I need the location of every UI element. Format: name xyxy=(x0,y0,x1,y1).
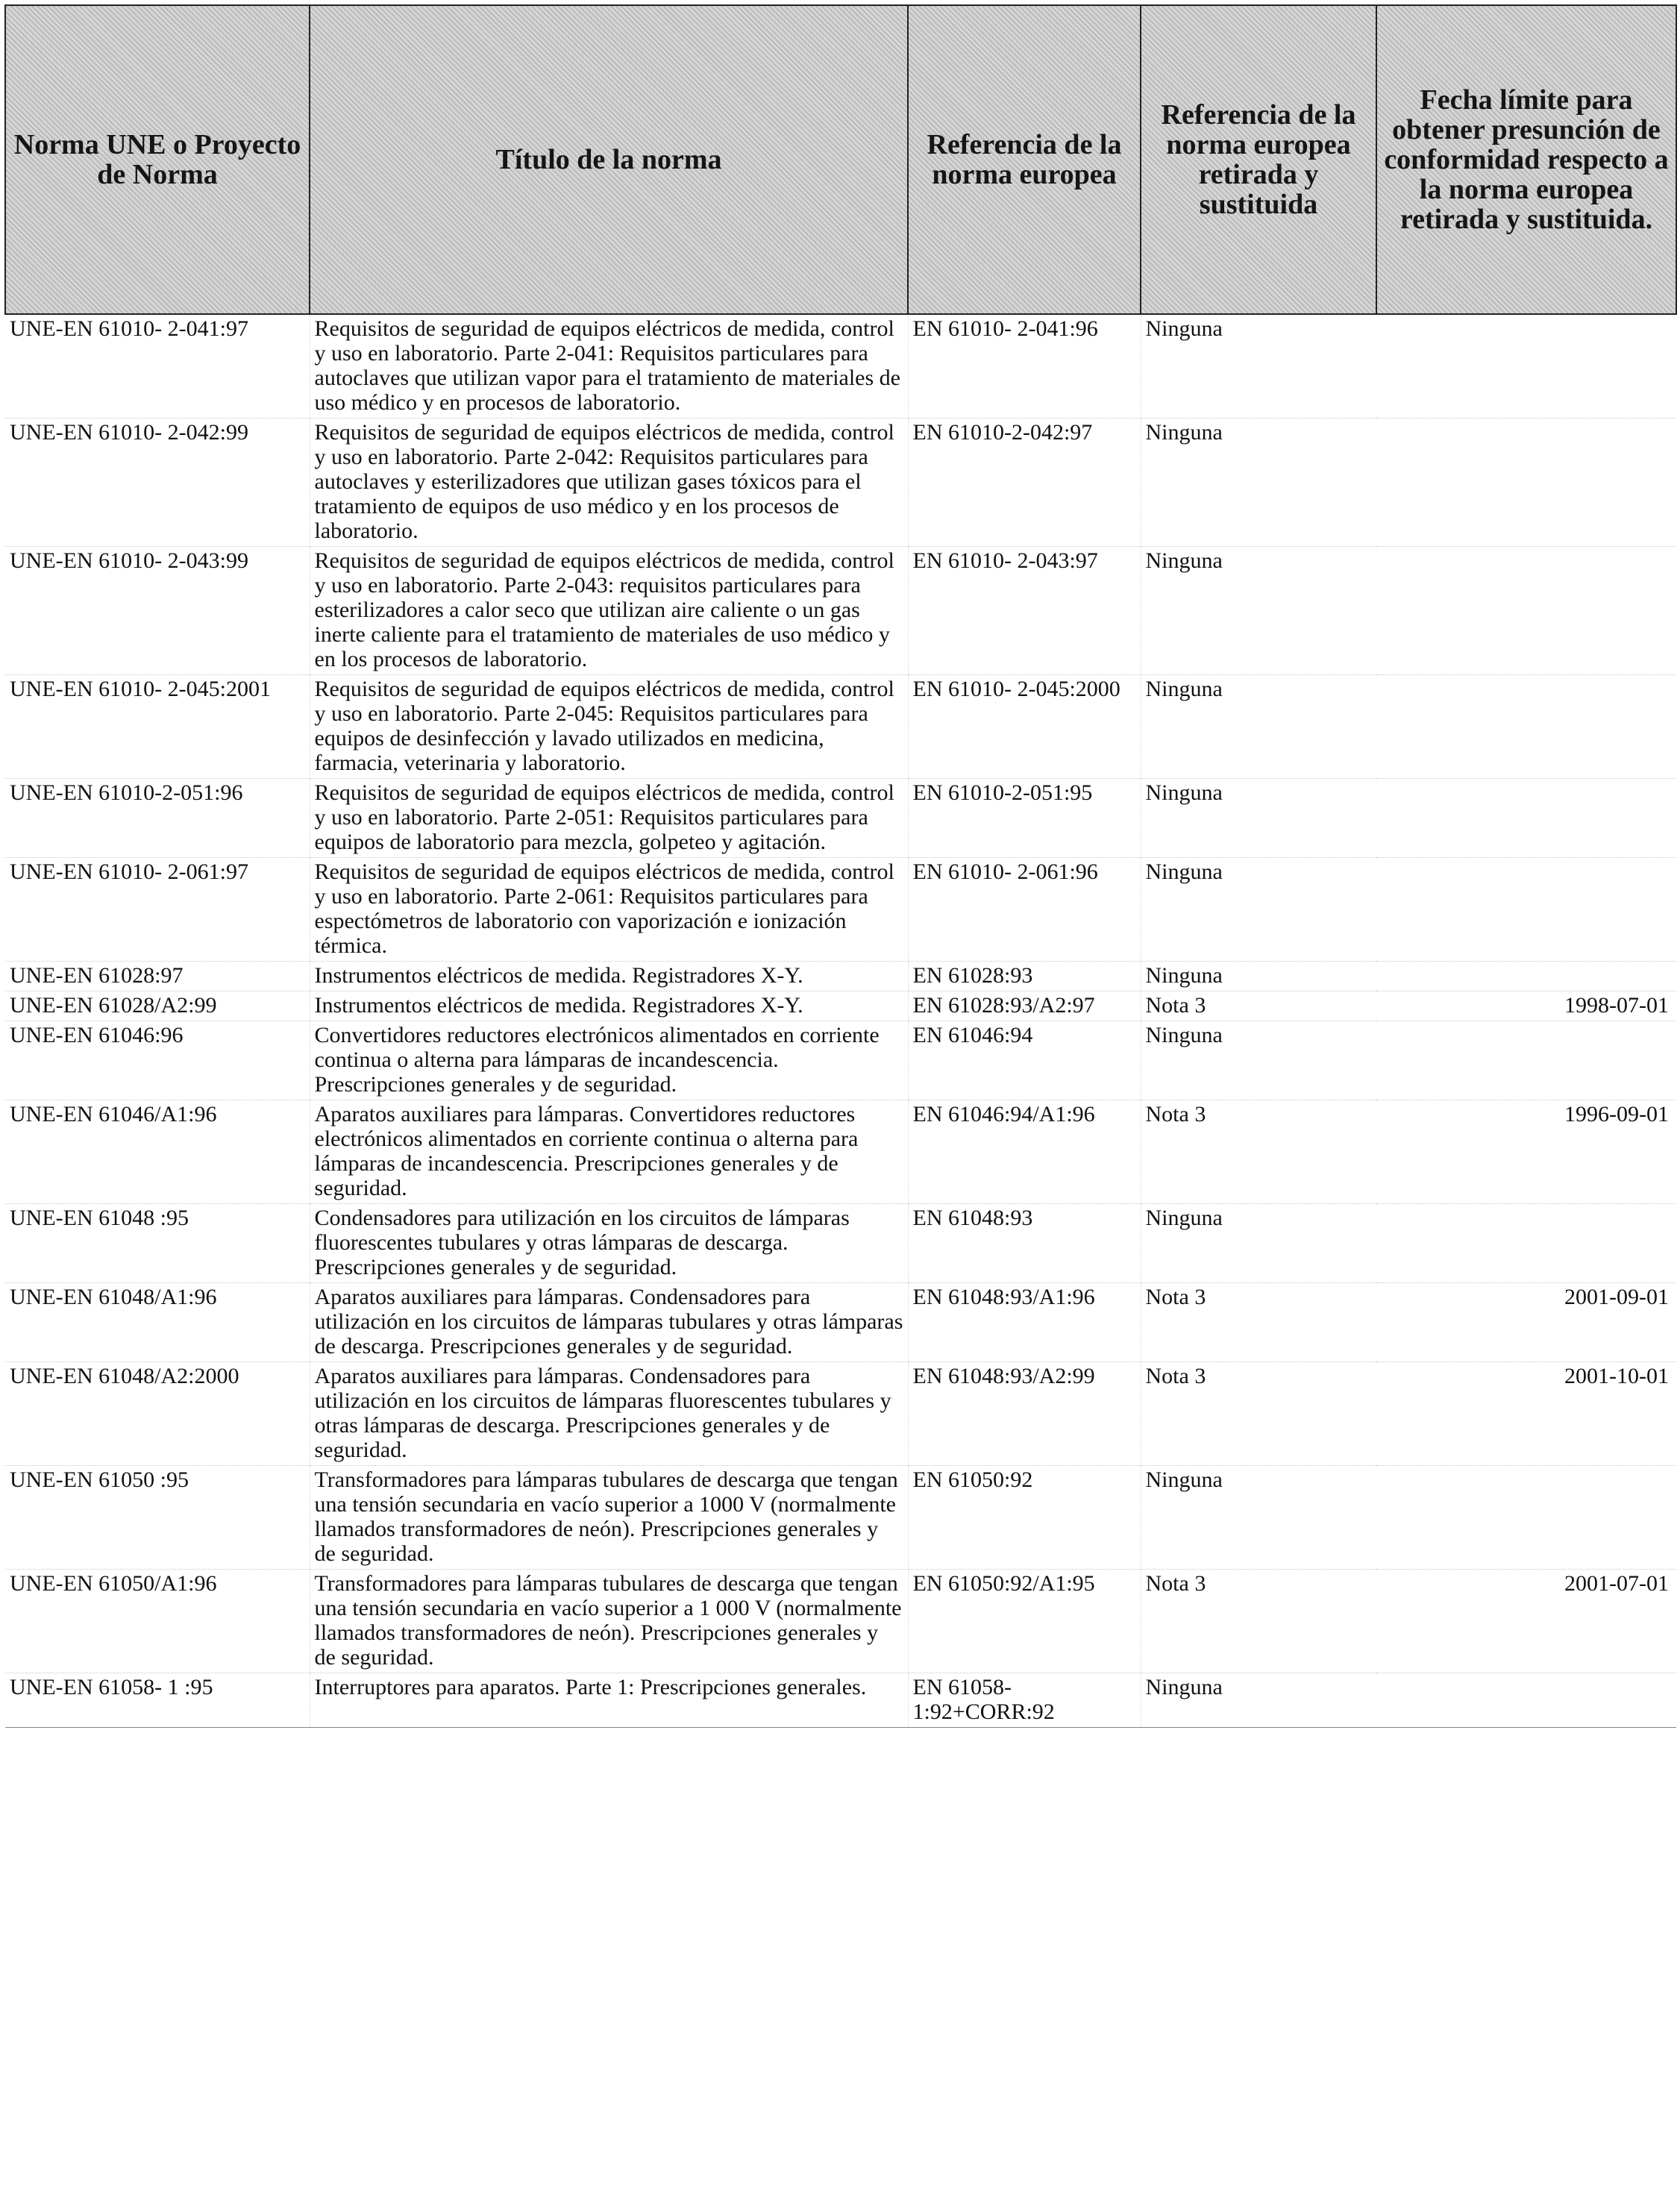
title-cell: Requisitos de seguridad de equipos eléctricos de medida, control y uso en laboratorio. Parte 2-041: Requisitos particulares para autoclaves que utilizan vapor para el tratamiento de materiales de uso médico y en procesos de laboratorio. xyxy=(310,314,908,419)
european-reference-cell: EN 61058- 1:92+CORR:92 xyxy=(908,1673,1141,1728)
table-row xyxy=(5,1466,1676,1570)
table-row xyxy=(5,1673,1676,1728)
table-row xyxy=(5,1570,1676,1673)
european-reference-cell: EN 61010- 2-041:96 xyxy=(908,314,1141,419)
european-reference-cell: EN 61010-2-051:95 xyxy=(908,779,1141,858)
title-cell: Requisitos de seguridad de equipos eléctricos de medida, control y uso en laboratorio. Parte 2-051: Requisitos particulares para equipos de laboratorio para mezcla, golpeteo y agitación. xyxy=(310,779,908,858)
table-row xyxy=(5,858,1676,962)
table-row xyxy=(5,314,1676,419)
replaced-reference-cell: Nota 3 xyxy=(1141,1283,1376,1362)
standards-table xyxy=(4,4,1677,1728)
title-cell: Requisitos de seguridad de equipos eléctricos de medida, control y uso en laboratorio. Parte 2-061: Requisitos particulares para espectómetros de laboratorio con vaporización e ionización térmica. xyxy=(310,858,908,962)
table-row xyxy=(5,962,1676,991)
replaced-reference-cell: Ninguna xyxy=(1141,1021,1376,1100)
deadline-date-cell: 1998-07-01 xyxy=(1376,991,1676,1021)
une-standard-cell: UNE-EN 61058- 1 :95 xyxy=(5,1673,310,1728)
deadline-date-cell: 2001-10-01 xyxy=(1376,1362,1676,1466)
deadline-date-cell xyxy=(1376,1021,1676,1100)
replaced-reference-cell: Ninguna xyxy=(1141,1673,1376,1728)
table-row xyxy=(5,419,1676,547)
replaced-reference-cell: Nota 3 xyxy=(1141,1100,1376,1204)
replaced-reference-cell: Ninguna xyxy=(1141,1466,1376,1570)
header-european-reference: Referencia de la norma europea xyxy=(908,5,1141,314)
deadline-date-cell xyxy=(1376,779,1676,858)
deadline-date-cell xyxy=(1376,858,1676,962)
replaced-reference-cell: Nota 3 xyxy=(1141,1362,1376,1466)
deadline-date-cell: 1996-09-01 xyxy=(1376,1100,1676,1204)
replaced-reference-cell: Ninguna xyxy=(1141,419,1376,547)
header-title: Título de la norma xyxy=(310,5,908,314)
deadline-date-cell xyxy=(1376,547,1676,675)
table-row xyxy=(5,1204,1676,1283)
title-cell: Instrumentos eléctricos de medida. Registradores X-Y. xyxy=(310,991,908,1021)
deadline-date-cell: 2001-07-01 xyxy=(1376,1570,1676,1673)
european-reference-cell: EN 61046:94 xyxy=(908,1021,1141,1100)
deadline-date-cell xyxy=(1376,675,1676,779)
header-row xyxy=(5,5,1676,314)
title-cell: Transformadores para lámparas tubulares de descarga que tengan una tensión secundaria en vacío superior a 1 000 V (normalmente llamados transformadores de neón). Prescripciones generales y de seguridad. xyxy=(310,1570,908,1673)
une-standard-cell: UNE-EN 61050 :95 xyxy=(5,1466,310,1570)
european-reference-cell: EN 61010- 2-043:97 xyxy=(908,547,1141,675)
une-standard-cell: UNE-EN 61046:96 xyxy=(5,1021,310,1100)
table-row xyxy=(5,779,1676,858)
replaced-reference-cell: Ninguna xyxy=(1141,547,1376,675)
title-cell: Requisitos de seguridad de equipos eléctricos de medida, control y uso en laboratorio. Parte 2-042: Requisitos particulares para autoclaves y esterilizadores que utilizan gases tóxicos para el tratamiento de equipos de uso médico y en los procesos de laboratorio. xyxy=(310,419,908,547)
table-row xyxy=(5,1283,1676,1362)
header-replaced-reference: Referencia de la norma europea retirada y sustituida xyxy=(1141,5,1376,314)
replaced-reference-cell: Nota 3 xyxy=(1141,1570,1376,1673)
table-row xyxy=(5,991,1676,1021)
european-reference-cell: EN 61028:93/A2:97 xyxy=(908,991,1141,1021)
replaced-reference-cell: Ninguna xyxy=(1141,779,1376,858)
european-reference-cell: EN 61048:93/A2:99 xyxy=(908,1362,1141,1466)
european-reference-cell: EN 61010-2-042:97 xyxy=(908,419,1141,547)
une-standard-cell: UNE-EN 61010-2-051:96 xyxy=(5,779,310,858)
une-standard-cell: UNE-EN 61048/A2:2000 xyxy=(5,1362,310,1466)
une-standard-cell: UNE-EN 61010- 2-043:99 xyxy=(5,547,310,675)
european-reference-cell: EN 61010- 2-061:96 xyxy=(908,858,1141,962)
deadline-date-cell xyxy=(1376,1204,1676,1283)
title-cell: Requisitos de seguridad de equipos eléctricos de medida, control y uso en laboratorio. Parte 2-043: requisitos particulares para esterilizadores a calor seco que utilizan aire caliente o un gas inerte caliente para el tratamiento de materiales de uso médico y en los procesos de laboratorio. xyxy=(310,547,908,675)
deadline-date-cell xyxy=(1376,1673,1676,1728)
header-deadline-date: Fecha límite para obtener presunción de conformidad respecto a la norma europea retirada y sustituida. xyxy=(1376,5,1676,314)
deadline-date-cell xyxy=(1376,1466,1676,1570)
table-row xyxy=(5,1362,1676,1466)
european-reference-cell: EN 61048:93 xyxy=(908,1204,1141,1283)
european-reference-cell: EN 61028:93 xyxy=(908,962,1141,991)
european-reference-cell: EN 61050:92 xyxy=(908,1466,1141,1570)
replaced-reference-cell: Ninguna xyxy=(1141,962,1376,991)
une-standard-cell: UNE-EN 61010- 2-042:99 xyxy=(5,419,310,547)
replaced-reference-cell: Ninguna xyxy=(1141,314,1376,419)
deadline-date-cell xyxy=(1376,962,1676,991)
title-cell: Condensadores para utilización en los circuitos de lámparas fluorescentes tubulares y otras lámparas de descarga. Prescripciones generales y de seguridad. xyxy=(310,1204,908,1283)
title-cell: Aparatos auxiliares para lámparas. Convertidores reductores electrónicos alimentados en corriente continua o alterna para lámparas de incandescencia. Prescripciones generales y de seguridad. xyxy=(310,1100,908,1204)
replaced-reference-cell: Ninguna xyxy=(1141,675,1376,779)
deadline-date-cell xyxy=(1376,419,1676,547)
une-standard-cell: UNE-EN 61048/A1:96 xyxy=(5,1283,310,1362)
title-cell: Instrumentos eléctricos de medida. Registradores X-Y. xyxy=(310,962,908,991)
deadline-date-cell xyxy=(1376,314,1676,419)
title-cell: Aparatos auxiliares para lámparas. Condensadores para utilización en los circuitos de lámparas tubulares y otras lámparas de descarga. Prescripciones generales y de seguridad. xyxy=(310,1283,908,1362)
replaced-reference-cell: Ninguna xyxy=(1141,858,1376,962)
table-row xyxy=(5,1021,1676,1100)
une-standard-cell: UNE-EN 61028/A2:99 xyxy=(5,991,310,1021)
title-cell: Convertidores reductores electrónicos alimentados en corriente continua o alterna para lámparas de incandescencia. Prescripciones generales y de seguridad. xyxy=(310,1021,908,1100)
une-standard-cell: UNE-EN 61010- 2-041:97 xyxy=(5,314,310,419)
header-une-standard: Norma UNE o Proyecto de Norma xyxy=(5,5,310,314)
european-reference-cell: EN 61010- 2-045:2000 xyxy=(908,675,1141,779)
replaced-reference-cell: Ninguna xyxy=(1141,1204,1376,1283)
une-standard-cell: UNE-EN 61050/A1:96 xyxy=(5,1570,310,1673)
une-standard-cell: UNE-EN 61048 :95 xyxy=(5,1204,310,1283)
title-cell: Aparatos auxiliares para lámparas. Condensadores para utilización en los circuitos de lámparas fluorescentes tubulares y otras lámparas de descarga. Prescripciones generales y de seguridad. xyxy=(310,1362,908,1466)
table-row xyxy=(5,1100,1676,1204)
table-row xyxy=(5,547,1676,675)
table-body xyxy=(5,314,1676,1728)
replaced-reference-cell: Nota 3 xyxy=(1141,991,1376,1021)
une-standard-cell: UNE-EN 61010- 2-061:97 xyxy=(5,858,310,962)
deadline-date-cell: 2001-09-01 xyxy=(1376,1283,1676,1362)
une-standard-cell: UNE-EN 61028:97 xyxy=(5,962,310,991)
title-cell: Interruptores para aparatos. Parte 1: Prescripciones generales. xyxy=(310,1673,908,1728)
title-cell: Requisitos de seguridad de equipos eléctricos de medida, control y uso en laboratorio. Parte 2-045: Requisitos particulares para equipos de desinfección y lavado utilizados en medicina, farmacia, veterinaria y laboratorio. xyxy=(310,675,908,779)
table-row xyxy=(5,675,1676,779)
standards-document xyxy=(4,4,1676,1728)
european-reference-cell: EN 61048:93/A1:96 xyxy=(908,1283,1141,1362)
une-standard-cell: UNE-EN 61010- 2-045:2001 xyxy=(5,675,310,779)
title-cell: Transformadores para lámparas tubulares de descarga que tengan una tensión secundaria en vacío superior a 1000 V (normalmente llamados transformadores de neón). Prescripciones generales y de seguridad. xyxy=(310,1466,908,1570)
european-reference-cell: EN 61046:94/A1:96 xyxy=(908,1100,1141,1204)
european-reference-cell: EN 61050:92/A1:95 xyxy=(908,1570,1141,1673)
une-standard-cell: UNE-EN 61046/A1:96 xyxy=(5,1100,310,1204)
